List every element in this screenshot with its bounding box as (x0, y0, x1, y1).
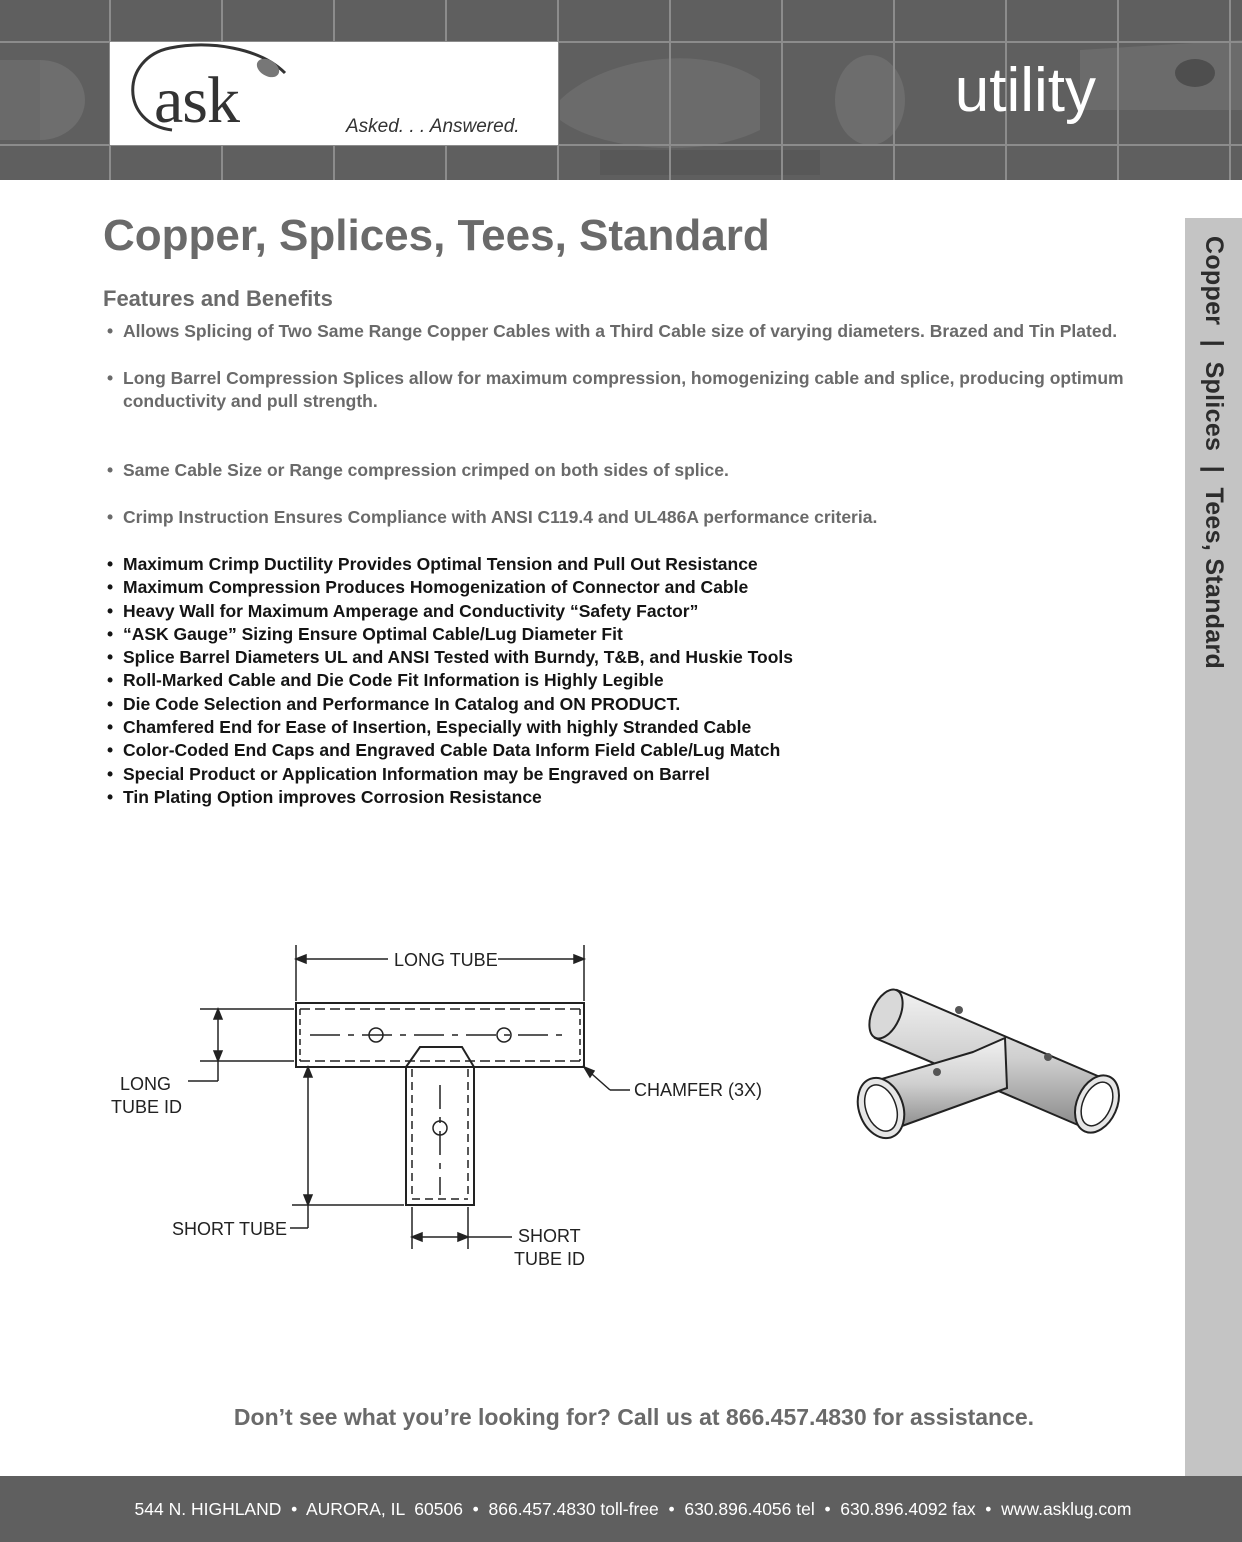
label-chamfer: CHAMFER (3X) (634, 1080, 763, 1100)
footer-bar (0, 1476, 1242, 1542)
side-tab-label: Copper | Splices | Tees, Standard (1200, 236, 1228, 670)
logo[interactable] (110, 42, 558, 145)
label-short-tube: SHORT TUBE (172, 1219, 288, 1239)
list-item: • Crimp Instruction Ensures Compliance with ANSI C119.4 and UL486A performance criteria. (107, 506, 1167, 529)
label-short-tube-id-line1: SHORT (518, 1226, 581, 1246)
list-item: • Maximum Compression Produces Homogenization of Connector and Cable (107, 576, 1107, 599)
list-item: • Same Cable Size or Range compression crimped on both sides of splice. (107, 459, 1167, 482)
list-item: • Chamfered End for Ease of Insertion, Especially with highly Stranded Cable (107, 716, 1107, 739)
label-short-tube-id-line2: TUBE ID (514, 1249, 586, 1269)
list-item: • Special Product or Application Information may be Engraved on Barrel (107, 763, 1107, 786)
label-long-tube-id-line1: LONG (120, 1074, 172, 1094)
label-long-tube: LONG TUBE (394, 950, 498, 970)
features-list-primary (107, 320, 1167, 529)
list-item: • Color-Coded End Caps and Engraved Cable Data Inform Field Cable/Lug Match (107, 739, 1107, 762)
logo-tagline: Asked. . . Answered. (346, 116, 520, 137)
features-heading: Features and Benefits (103, 286, 333, 311)
header-banner (0, 0, 1242, 180)
list-item: • “ASK Gauge” Sizing Ensure Optimal Cable/Lug Diameter Fit (107, 623, 1107, 646)
list-item: • Maximum Crimp Ductility Provides Optimal Tension and Pull Out Resistance (107, 553, 1107, 576)
footer-contact: 544 N. HIGHLAND • AURORA, IL 60506 • 866.457.4830 toll-free • 630.896.4056 tel • 630.896.4092 fax • www.asklug.com (134, 1499, 1132, 1519)
logo-wordmark: ask (154, 64, 239, 137)
list-item: • Heavy Wall for Maximum Amperage and Conductivity “Safety Factor” (107, 600, 1107, 623)
call-to-action: Don’t see what you’re looking for? Call us at 866.457.4830 for assistance. (233, 1404, 1035, 1430)
list-item: • Splice Barrel Diameters UL and ANSI Tested with Burndy, T&B, and Huskie Tools (107, 646, 1107, 669)
section-label: utility (954, 56, 1096, 125)
list-item: • Roll-Marked Cable and Die Code Fit Information is Highly Legible (107, 669, 1107, 692)
list-item: • Tin Plating Option improves Corrosion Resistance (107, 786, 1107, 809)
dimension-drawing (100, 935, 800, 1280)
list-item: • Long Barrel Compression Splices allow for maximum compression, homogenizing cable and splice, producing optimum conductivity and pull strength. (107, 367, 1167, 413)
features-list-secondary (107, 553, 1107, 809)
list-item: • Die Code Selection and Performance In Catalog and ON PRODUCT. (107, 693, 1107, 716)
tee-splice-illustration (845, 960, 1145, 1170)
label-long-tube-id-line2: TUBE ID (111, 1097, 183, 1117)
page-title: Copper, Splices, Tees, Standard (103, 211, 770, 260)
list-item: • Allows Splicing of Two Same Range Copper Cables with a Third Cable size of varying diameters. Brazed and Tin Plated. (107, 320, 1167, 343)
